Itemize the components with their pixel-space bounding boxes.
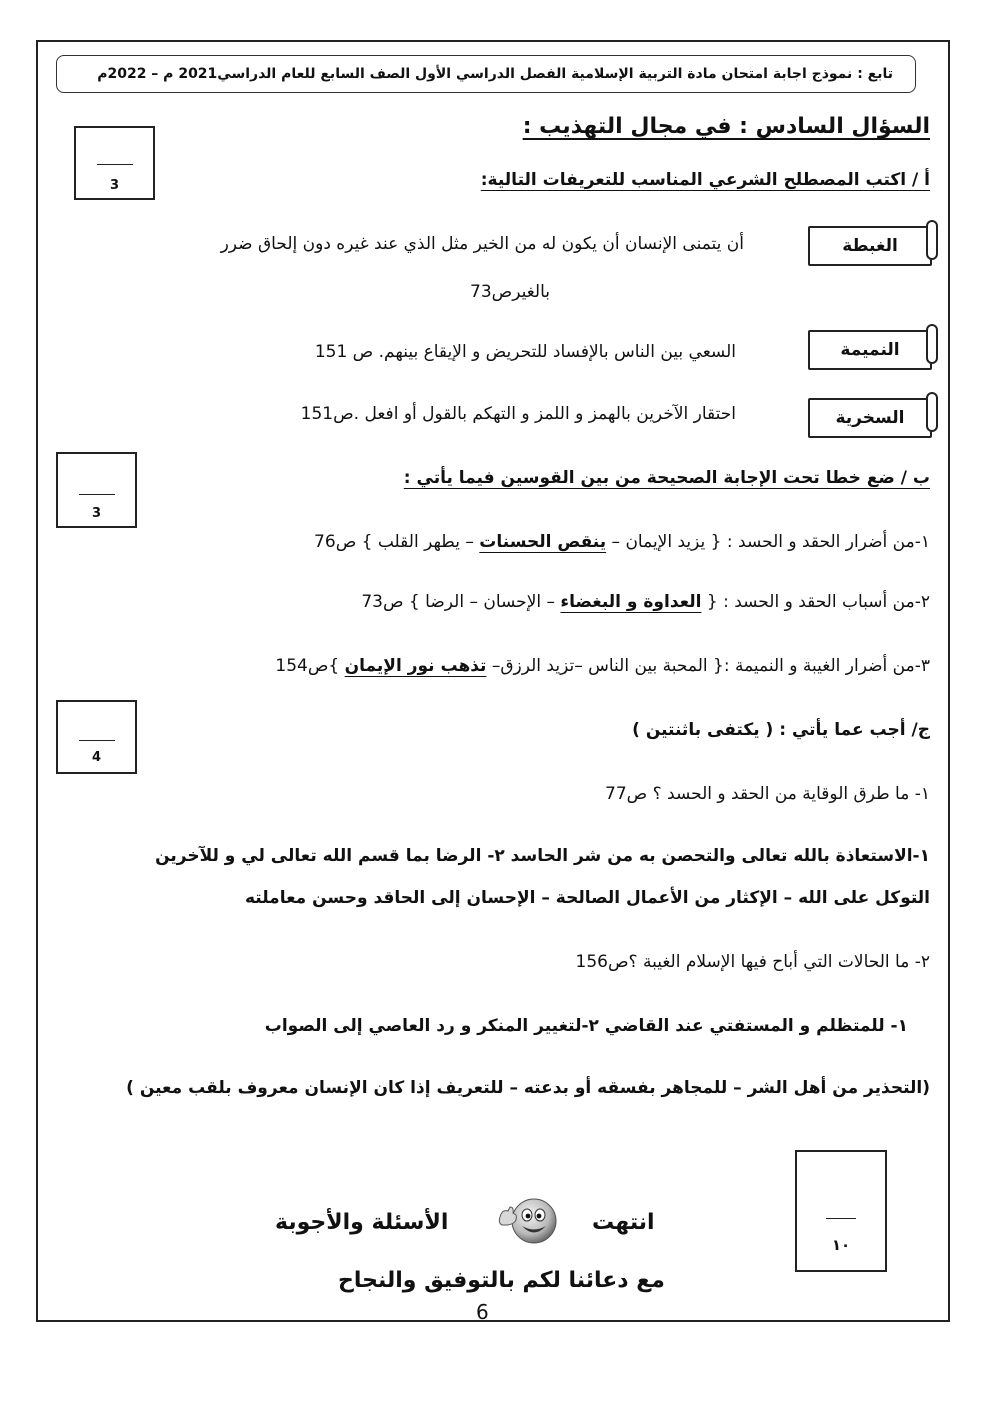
answer-c2-line2: (التحذير من أهل الشر – للمجاهر بفسقه أو بدعته – للتعريف إذا كان الإنسان معروف بلقب معين ) — [126, 1078, 930, 1098]
mcq-item-2 — [361, 592, 930, 612]
definition-ghibta-line2: بالغيرص73 — [470, 282, 550, 302]
exam-header-title: تابع : نموذج اجابة امتحان مادة التربية الإسلامية الفصل الدراسي الأول الصف السابع للعام الدراسي2021 م – 2022م — [97, 66, 893, 82]
score-box-b — [56, 452, 137, 528]
mcq-1-before: ١-من أضرار الحقد و الحسد : { يزيد الإيمان – — [606, 532, 930, 552]
term-ghibta: الغبطة — [842, 236, 898, 256]
question-title: السؤال السادس : في مجال التهذيب : — [522, 114, 930, 139]
question-c2: ٢- ما الحالات التي أباح فيها الإسلام الغيبة ؟ص156 — [575, 952, 930, 972]
term-scroll-namima — [808, 330, 932, 370]
smiley-thumbs-up-icon — [494, 1195, 562, 1247]
score-box-a — [74, 126, 155, 200]
footer-qa: الأسئلة والأجوبة — [275, 1210, 449, 1235]
mcq-3-answer: تذهب نور الإيمان — [344, 656, 487, 676]
total-score: ١٠ — [831, 1236, 851, 1254]
mcq-1-answer: ينقص الحسنات — [479, 532, 607, 552]
mcq-2-before: ٢-من أسباب الحقد و الحسد : { — [701, 592, 930, 612]
answer-c2-line1: ١- للمتظلم و المستفتي عند القاضي ٢-لتغيير المنكر و رد العاصي إلى الصواب — [264, 1016, 908, 1036]
answer-c1-line1: ١-الاستعاذة بالله تعالى والتحصن به من شر الحاسد ٢- الرضا بما قسم الله تعالى لي و للآخرين — [155, 846, 930, 866]
term-namima: النميمة — [840, 340, 900, 360]
definition-sukhriya: احتقار الآخرين بالهمز و اللمز و التهكم بالقول أو افعل .ص151 — [300, 404, 736, 424]
mcq-3-after: }ص154 — [275, 656, 345, 676]
mcq-item-3 — [275, 656, 930, 676]
section-a-title: أ / اكتب المصطلح الشرعي المناسب للتعريفات التالية: — [480, 170, 930, 190]
score-box-c — [56, 700, 137, 774]
term-scroll-sukhriya — [808, 398, 932, 438]
answer-c1-line2: التوكل على الله – الإكثار من الأعمال الصالحة – الإحسان إلى الحاقد وحسن معاملته — [244, 888, 930, 908]
exam-header — [56, 55, 916, 93]
term-scroll-ghibta — [808, 226, 932, 266]
footer-ended: انتهت — [592, 1210, 655, 1235]
score-c: 4 — [91, 750, 102, 765]
total-score-box — [795, 1150, 887, 1272]
definition-namima: السعي بين الناس بالإفساد للتحريض و الإيقاع بينهم. ص 151 — [314, 342, 736, 362]
mcq-2-after: – الإحسان – الرضا } ص73 — [361, 592, 561, 612]
mcq-3-before: ٣-من أضرار الغيبة و النميمة :{ المحبة بين الناس –تزيد الرزق– — [486, 656, 930, 676]
footer-wishes: مع دعائنا لكم بالتوفيق والنجاح — [338, 1268, 665, 1293]
score-b: 3 — [91, 506, 102, 521]
question-c1: ١- ما طرق الوقاية من الحقد و الحسد ؟ ص77 — [605, 784, 930, 804]
section-c-title: ج/ أجب عما يأتي : ( يكتفى باثنتين ) — [632, 720, 930, 740]
mcq-1-after: – يطهر القلب } ص76 — [314, 532, 480, 552]
term-sukhriya: السخرية — [835, 408, 905, 428]
score-a: 3 — [109, 178, 120, 193]
section-b-title: ب / ضع خطا تحت الإجابة الصحيحة من بين القوسين فيما يأتي : — [403, 468, 930, 488]
mcq-2-answer: العداوة و البغضاء — [560, 592, 702, 612]
page-number: 6 — [476, 1300, 489, 1324]
mcq-item-1 — [314, 532, 930, 552]
definition-ghibta-line1: أن يتمنى الإنسان أن يكون له من الخير مثل الذي عند غيره دون إلحاق ضرر — [220, 234, 744, 254]
